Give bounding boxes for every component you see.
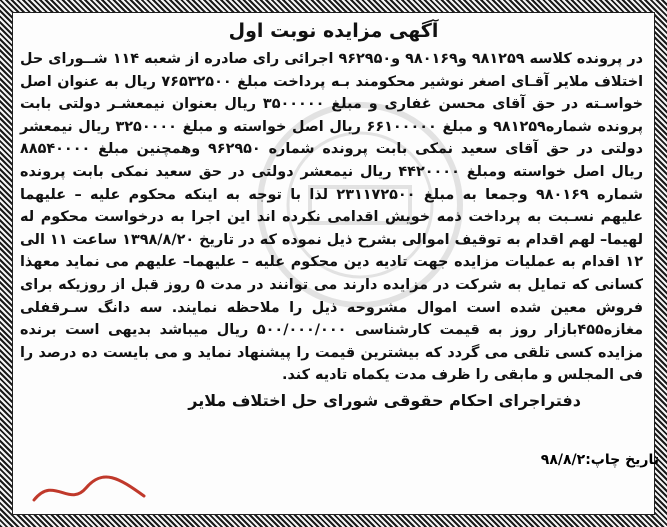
handwritten-mark — [24, 470, 154, 510]
print-date: تاریخ چاپ:۹۸/۸/۲ — [540, 452, 659, 468]
issuing-office: دفتراجرای احکام حقوقی شورای حل اختلاف ملایر — [188, 390, 581, 410]
notice-body: در پرونده کلاسه ۹۸۱۲۵۹ و۹۸۰۱۶۹ و۹۶۲۹۵۰ اجرائی رای صادره از شعبه ۱۱۴ شــورای حل اختلاف ملایر آقـای اصغر نوشیر محکومند بـه پرداخت مبلغ ۷۶۵۳۲۵۰۰ ریال به عنوان اصل خواسـته در حق آقای محسن غفاری و مبلغ ۳۵۰۰۰۰۰ ریال بعنوان نیمعشـر دولتی بابت پرونده شماره۹۸۱۲۵۹ و مبلغ ۶۶۱۰۰۰۰۰ ریال اصل خواسته و مبلغ ۳۲۵۰۰۰۰ ریال نیمعشر دولتی در حق آقای سعید نمکی بابت پرونده شماره ۹۶۲۹۵۰ وهمچنین مبلغ ۸۸۵۴۰۰۰۰ ریال اصل خواسته ومبلغ ۴۴۲۰۰۰۰ ریال نیمعشر دولتی در حق سعید نمکی بابت پرونده شماره ۹۸۰۱۶۹ وجمعا به مبلغ ۲۳۱۱۷۲۵۰۰ لذا با توجه به اینکه محکوم علیه – علیهما علیهم نسـبت به پرداخت ذمه خویش اقدامی نکرده اند این اجرا به درخواست محکوم له لهیما– لهم اقدام به توقیف اموالی بشرح ذیل نموده که در تاریخ ۱۳۹۸/۸/۲۰ ساعت ۱۱ الی ۱۲ اقدام به عملیات مزایده جهت تادیه دین محکوم علیه – علیهما– علیهم می نماید معهذا کسانی که تمایل به شرکت در مزایده دارند می توانند در مدت ۵ روز قبل از روزیکه برای فروش معین شده است اموال مشروحه ذیل را ملاحظه نمایند. سه دانگ سـرقفلی مغازه۴۵۵بازار روز به قیمت کارشناسی ۵۰۰/۰۰۰/۰۰۰ ریال میباشد بدیهی است برنده مزایده کسی تلقی می گردد که بیشترین قیمت را پیشنهاد نماید و می بایست ده درصد را فی المجلس و مابقی را ظرف مدت یکماه تادیه کند. — [20, 51, 644, 384]
notice-title: آگهی مزایده نوبت اول — [228, 20, 439, 42]
auction-notice — [16, 14, 651, 496]
